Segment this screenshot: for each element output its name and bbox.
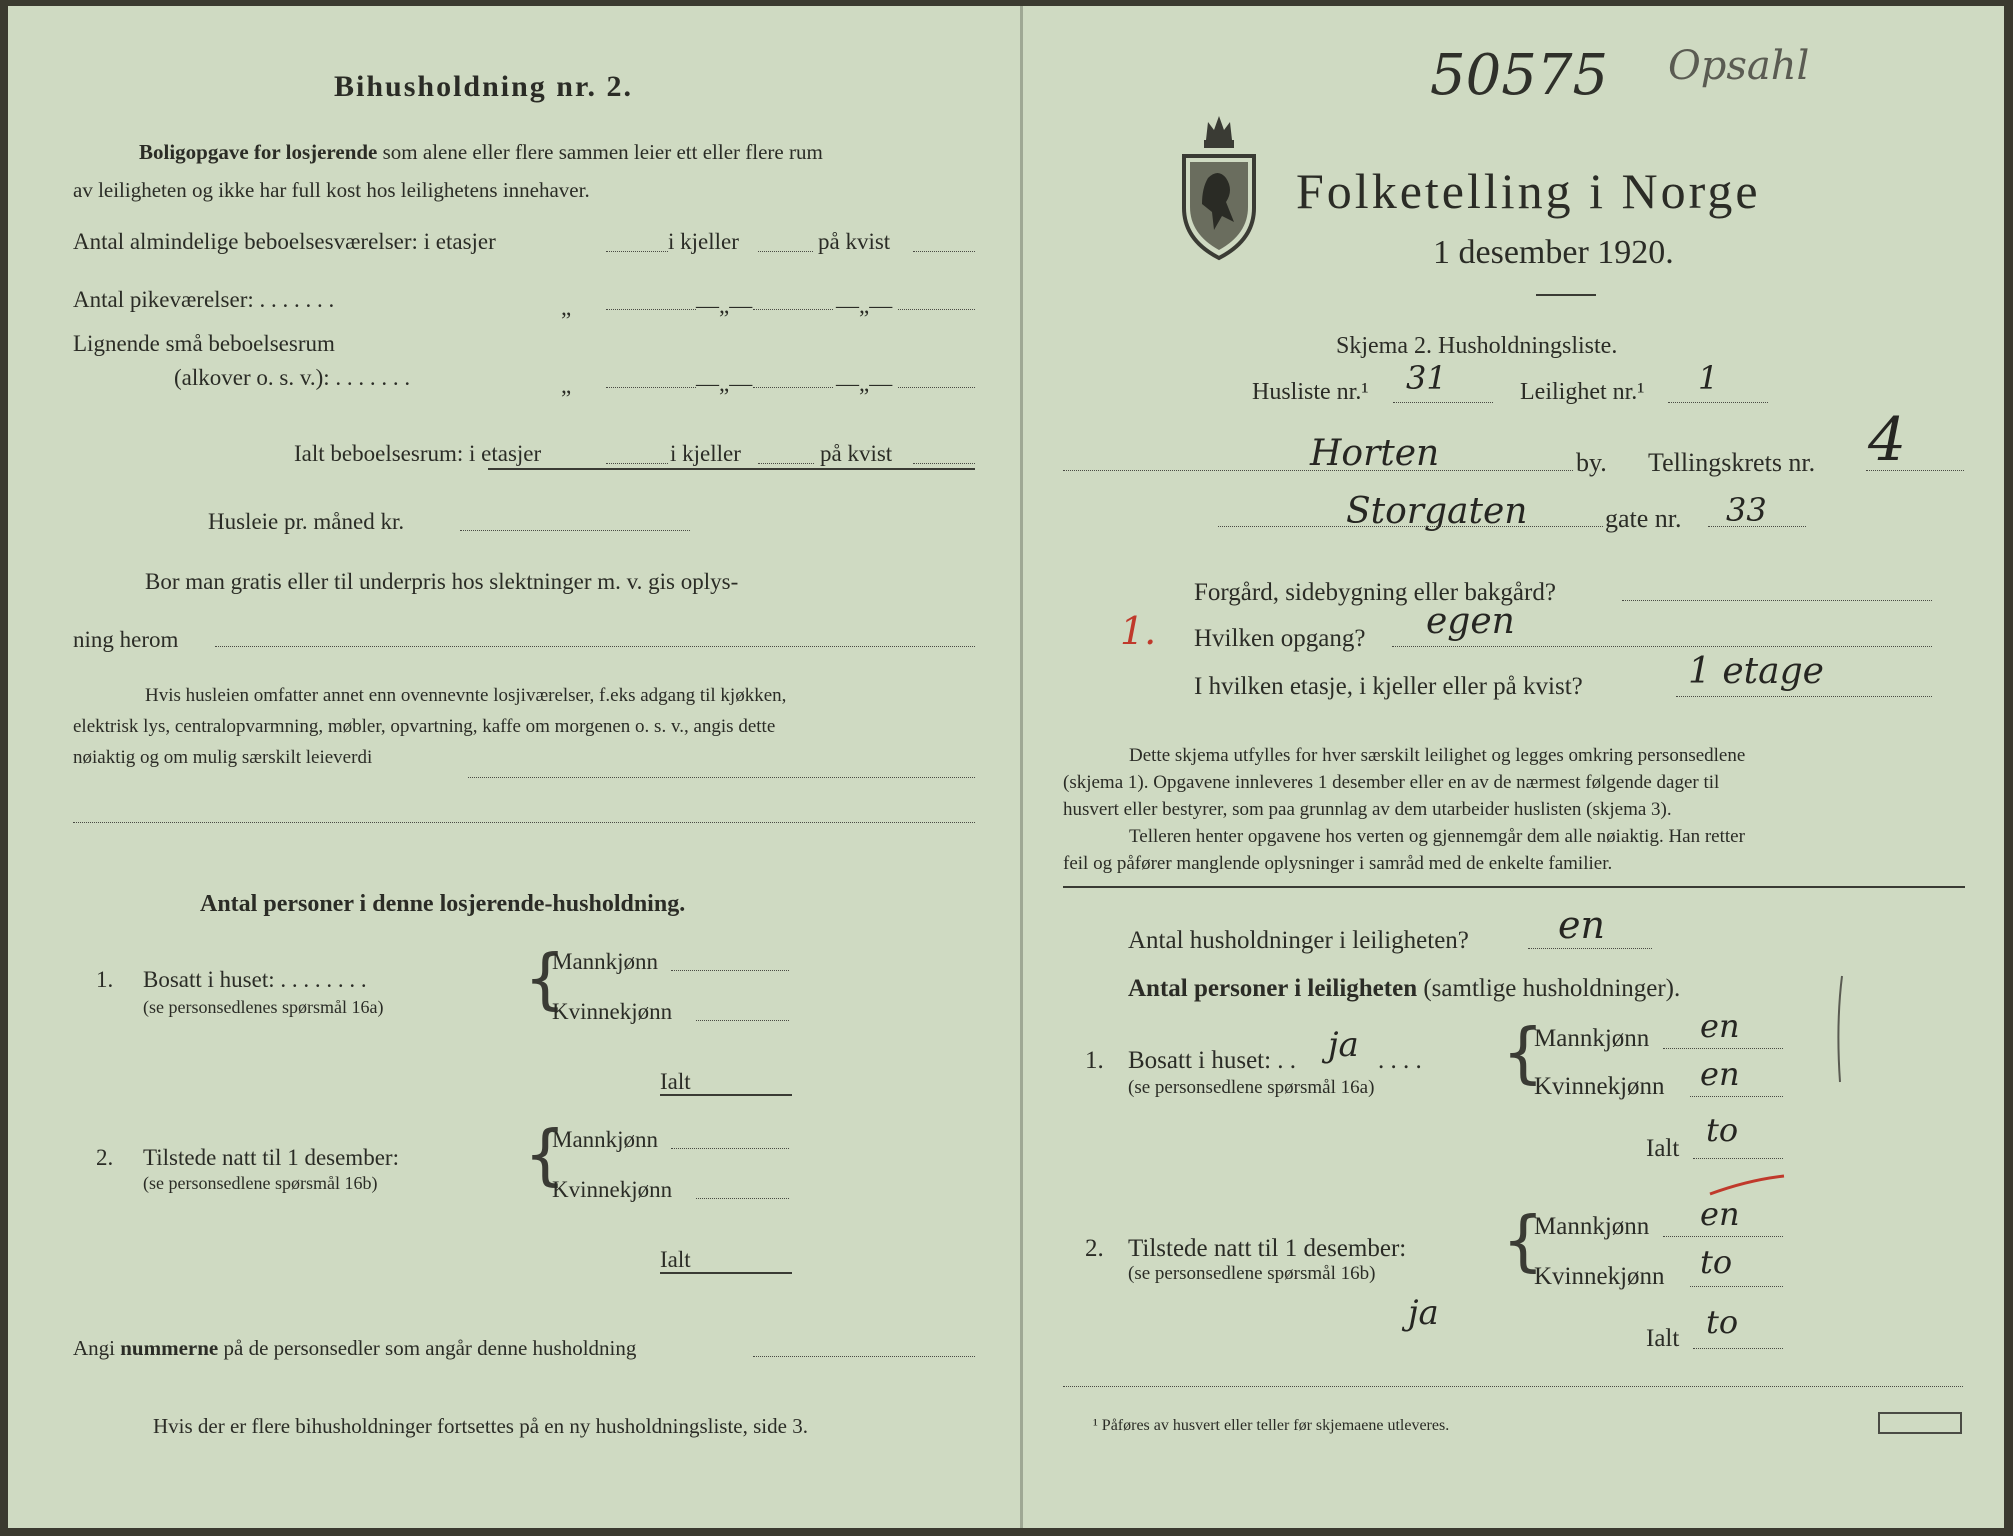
- persons-heading: Antal personer i leiligheten (samtlige husholdninger).: [1128, 975, 1681, 1002]
- right-q2-ref: (se personsedlene spørsmål 16b): [1128, 1263, 1376, 1284]
- total-rooms-underline: [488, 468, 975, 470]
- small-rooms-label-2: (alkover o. s. v.): . . . . . . .: [174, 365, 411, 390]
- total-rooms-attic-field[interactable]: [913, 463, 975, 464]
- right-q2-brace: {: [1502, 1202, 1544, 1279]
- archive-note: Opsahl: [1668, 43, 1810, 89]
- left-q2-female: Kvinnekjønn: [552, 1177, 673, 1202]
- entrance-field: [1392, 646, 1932, 647]
- free-line1: Bor man gratis eller til underpris hos slektninger m. v. gis oplys-: [145, 569, 739, 594]
- rooms-attic-label: på kvist: [818, 229, 891, 254]
- instructions: Dette skjema utfylles for hver særskilt leilighet og legges omkring personsedlene (skjema 1). Opgavene innleveres 1 desember eller en av de nærmest følgende dager til husvert eller bestyrer, som paa grunnlag av dem utarbeider huslisten (skjema 3). Telleren henter opgavene hos verten og gjennemgår dem alle nøiaktig. Han retter feil og påfører manglende oplysninger i samråd med de enkelte familier.: [1063, 745, 1746, 874]
- small-ditto: „: [561, 373, 572, 398]
- maid-rooms-cellar-field[interactable]: [753, 309, 833, 310]
- right-q2-total-field: [1693, 1348, 1783, 1349]
- right-q2-label: Tilstede natt til 1 desember:: [1128, 1235, 1407, 1262]
- small-rooms-label-1: Lignende små beboelsesrum: [73, 331, 335, 356]
- entrance-value[interactable]: egen: [1426, 601, 1515, 642]
- left-q2-ref: (se personsedlene spørsmål 16b): [143, 1173, 378, 1193]
- street-number[interactable]: 33: [1726, 491, 1767, 529]
- maid-rooms-attic-field[interactable]: [898, 309, 975, 310]
- right-q2-male[interactable]: en: [1700, 1195, 1740, 1233]
- building-field[interactable]: [1622, 600, 1932, 601]
- right-q1-dots: . . . .: [1378, 1047, 1422, 1074]
- rent-field[interactable]: [460, 530, 690, 531]
- rooms-label: Antal almindelige beboelsesværelser: i etasjer: [73, 229, 496, 254]
- floor-value[interactable]: 1 etage: [1688, 651, 1824, 692]
- census-form-sheet: [8, 6, 2004, 1528]
- total-cellar-label: i kjeller: [670, 441, 741, 466]
- maid-ditto: „: [561, 295, 572, 320]
- left-q1-ref: (se personsedlenes spørsmål 16a): [143, 997, 384, 1017]
- left-q2-total-field[interactable]: [660, 1272, 792, 1274]
- small-ditto-3: —„—: [836, 371, 893, 396]
- right-q2-female-field: [1690, 1286, 1783, 1287]
- maid-rooms-floor-field[interactable]: [606, 309, 696, 310]
- left-persons-heading: Antal personer i denne losjerende-husholdning.: [200, 891, 686, 917]
- city-field: [1063, 470, 1573, 471]
- total-rooms-cellar-field[interactable]: [758, 463, 814, 464]
- households-label: Antal husholdninger i leiligheten?: [1128, 927, 1469, 954]
- left-intro-line1: Boligopgave for losjerende som alene eller flere sammen leier ett eller flere rum: [139, 140, 823, 164]
- left-q2-total: Ialt: [660, 1247, 691, 1272]
- left-q2-male: Mannkjønn: [552, 1127, 659, 1152]
- house-list-field: [1393, 402, 1493, 403]
- right-q1-female-field: [1690, 1096, 1783, 1097]
- left-q1-brace: {: [524, 940, 566, 1017]
- entrance-label: Hvilken opgang?: [1194, 625, 1366, 652]
- left-q2-num: 2.: [96, 1145, 114, 1170]
- house-list-value[interactable]: 31: [1406, 359, 1447, 397]
- left-q1-female: Kvinnekjønn: [552, 999, 673, 1024]
- left-note: Hvis husleien omfatter annet enn ovennevnte losjiværelser, f.eks adgang til kjøkken, elektrisk lys, centralopvarmning, møbler, opvartning, kaffe om morgenen o. s. v., angis dette nøiaktig og om mulig særskilt leieverdi: [73, 685, 787, 768]
- title-rule: [1536, 294, 1596, 296]
- right-date: 1 desember 1920.: [1433, 234, 1674, 271]
- maid-ditto-3: —„—: [836, 293, 893, 318]
- right-q2-male-label: Mannkjønn: [1534, 1213, 1650, 1240]
- district-field: [1866, 470, 1964, 471]
- street-label: gate nr.: [1605, 504, 1682, 533]
- total-attic-label: på kvist: [820, 441, 893, 466]
- apartment-label: Leilighet nr.¹: [1520, 379, 1645, 405]
- right-q2-mark: ja: [1408, 1293, 1439, 1333]
- small-rooms-cellar-field[interactable]: [753, 387, 833, 388]
- rooms-cellar-field[interactable]: [758, 251, 813, 252]
- right-q1-ref: (se personsedlene spørsmål 16a): [1128, 1077, 1375, 1098]
- right-q1-label: Bosatt i huset: . .: [1128, 1047, 1297, 1074]
- note-field[interactable]: [468, 777, 975, 778]
- left-q1-num: 1.: [96, 967, 114, 992]
- right-q1-female[interactable]: en: [1700, 1055, 1740, 1093]
- rooms-floor-field[interactable]: [606, 251, 668, 252]
- numbers-line: Angi nummerne på de personsedler som angår denne husholdning: [73, 1336, 637, 1360]
- right-q2-female-label: Kvinnekjønn: [1534, 1263, 1665, 1290]
- left-intro-line2: av leiligheten og ikke har full kost hos leilighetens innehaver.: [73, 178, 590, 202]
- total-rooms-label: Ialt beboelsesrum: i etasjer: [294, 441, 542, 466]
- maid-ditto-2: —„—: [696, 293, 753, 318]
- right-q1-male-label: Mannkjønn: [1534, 1025, 1650, 1052]
- right-q2-total-label: Ialt: [1646, 1325, 1680, 1352]
- left-q1-total: Ialt: [660, 1069, 691, 1094]
- building-label: Forgård, sidebygning eller bakgård?: [1194, 579, 1556, 606]
- apartment-value[interactable]: 1: [1698, 359, 1719, 397]
- note-field-2[interactable]: [73, 822, 975, 823]
- maid-rooms-label: Antal pikeværelser: . . . . . . .: [73, 287, 335, 312]
- street-number-field: [1708, 526, 1806, 527]
- schema-label: Skjema 2. Husholdningsliste.: [1336, 333, 1618, 359]
- right-q1-total-label: Ialt: [1646, 1135, 1680, 1162]
- right-q1-mark: ja: [1328, 1025, 1359, 1065]
- floor-label: I hvilken etasje, i kjeller eller på kvist?: [1194, 673, 1583, 700]
- district-label: Tellingskrets nr.: [1648, 448, 1816, 477]
- left-q1-female-field[interactable]: [696, 1020, 789, 1021]
- rooms-attic-field[interactable]: [913, 251, 975, 252]
- left-q2-brace: {: [524, 1116, 566, 1193]
- street-field: [1218, 526, 1603, 527]
- margin-mark: 1.: [1120, 609, 1157, 653]
- instructions-rule: [1063, 886, 1965, 888]
- left-q1-male: Mannkjønn: [552, 949, 659, 974]
- left-q1-total-field[interactable]: [660, 1094, 792, 1096]
- left-title: Bihusholdning nr. 2.: [334, 70, 634, 103]
- city-label: by.: [1576, 448, 1607, 477]
- left-q2-male-field[interactable]: [671, 1148, 789, 1149]
- street-value[interactable]: Storgaten: [1346, 491, 1528, 532]
- coat-of-arms-icon: [1178, 112, 1260, 262]
- right-q2-female[interactable]: to: [1700, 1243, 1733, 1281]
- left-q2-label: Tilstede natt til 1 desember:: [143, 1145, 399, 1170]
- right-q1-num: 1.: [1085, 1047, 1104, 1074]
- households-value[interactable]: en: [1558, 903, 1605, 947]
- right-q1-female-label: Kvinnekjønn: [1534, 1073, 1665, 1100]
- right-q1-male-field: [1663, 1048, 1783, 1049]
- apartment-field: [1668, 402, 1768, 403]
- total-rooms-floor-field[interactable]: [606, 463, 668, 464]
- right-q1-total[interactable]: to: [1706, 1111, 1739, 1149]
- small-ditto-2: —„—: [696, 371, 753, 396]
- right-q1-total-field: [1693, 1158, 1783, 1159]
- printer-mark: [1878, 1412, 1962, 1434]
- footnote: ¹ Påføres av husvert eller teller før skjemaene utleveres.: [1093, 1417, 1450, 1434]
- archive-number: 50575: [1430, 43, 1609, 108]
- house-list-label: Husliste nr.¹: [1252, 379, 1369, 405]
- rooms-cellar-label: i kjeller: [668, 229, 739, 254]
- city-value[interactable]: Horten: [1310, 433, 1440, 474]
- left-q1-label: Bosatt i huset: . . . . . . . .: [143, 967, 367, 992]
- right-q1-brace: {: [1502, 1014, 1544, 1091]
- right-q2-male-field: [1663, 1236, 1783, 1237]
- district-value[interactable]: 4: [1868, 405, 1907, 475]
- left-footer: Hvis der er flere bihusholdninger fortsettes på en ny husholdningsliste, side 3.: [153, 1414, 808, 1438]
- small-rooms-attic-field[interactable]: [898, 387, 975, 388]
- numbers-field[interactable]: [753, 1356, 975, 1357]
- small-rooms-floor-field[interactable]: [606, 387, 696, 388]
- left-q1-male-field[interactable]: [671, 970, 789, 971]
- free-line2: ning herom: [73, 627, 179, 652]
- left-q2-female-field[interactable]: [696, 1198, 789, 1199]
- right-title: Folketelling i Norge: [1296, 163, 1761, 219]
- floor-field: [1676, 696, 1932, 697]
- footnote-rule: [1063, 1386, 1963, 1387]
- rent-label: Husleie pr. måned kr.: [208, 509, 405, 534]
- households-field: [1528, 948, 1652, 949]
- right-q2-total[interactable]: to: [1706, 1303, 1739, 1341]
- right-q1-male[interactable]: en: [1700, 1007, 1740, 1045]
- page-fold: [1020, 6, 1023, 1528]
- right-q2-num: 2.: [1085, 1235, 1104, 1262]
- free-field[interactable]: [215, 646, 975, 647]
- margin-stroke: [1830, 974, 1852, 1086]
